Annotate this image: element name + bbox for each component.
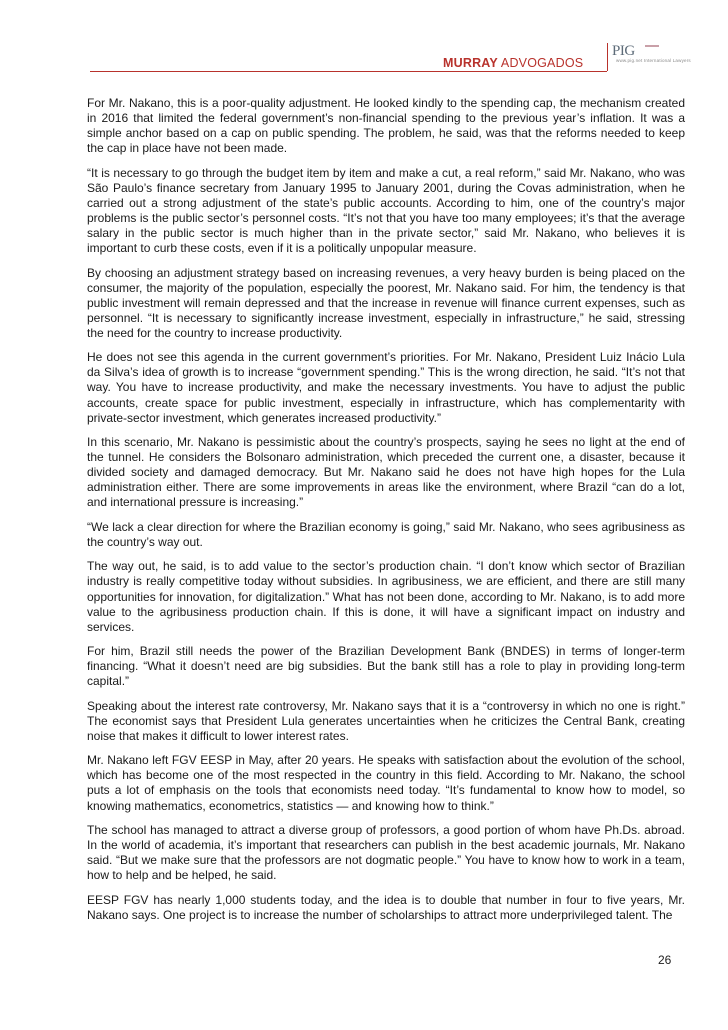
paragraph: He does not see this agenda in the current government’s priorities. For Mr. Nakano, President Luiz Inácio Lula da Silva’s idea of growth is to increase “government spending.” This is the wrong direction, he said. “It’s not that way. You have to increase productivity, and make the necessary investments. You have to adjust the public accounts, create space for public investment, especially in infrastructure, which has complementarity with private-sector investment, which generates increased productivity.” [87,350,685,425]
article-body [87,96,685,932]
pig-logo-mark: PIG [612,43,635,59]
brand-light: ADVOGADOS [500,56,584,70]
pig-logo [612,43,691,69]
paragraph: EESP FGV has nearly 1,000 students today, and the idea is to double that number in four to five years, Mr. Nakano says. One project is to increase the number of scholarships to attract more underprivileged talent. The [87,892,685,922]
logo-separator [607,43,608,71]
paragraph: Speaking about the interest rate controversy, Mr. Nakano says that it is a “controversy in which no one is right.” The economist says that President Lula generates uncertainties when he criticizes the Central Bank, creating noise that makes it difficult to lower interest rates. [87,698,685,743]
paragraph: For Mr. Nakano, this is a poor-quality adjustment. He looked kindly to the spending cap, the mechanism created in 2016 that limited the federal government’s non-financial spending to the previous year’s inflation. It was a simple anchor based on a cap on public spending. The problem, he said, was that the reforms needed to keep the cap in place have not been made. [87,96,685,156]
paragraph: “We lack a clear direction for where the Brazilian economy is going,” said Mr. Nakano, who sees agribusiness as the country’s way out. [87,519,685,549]
paragraph: In this scenario, Mr. Nakano is pessimistic about the country’s prospects, saying he sees no light at the end of the tunnel. He considers the Bolsonaro administration, which preceded the current one, a disaster, because it divided society and damaged democracy. But Mr. Nakano said he does not have high hopes for the Lula administration either. There are some improvements in areas like the environment, where Brazil “can do a lot, and international pressure is increasing.” [87,435,685,510]
paragraph: “It is necessary to go through the budget item by item and make a cut, a real reform,” said Mr. Nakano, who was São Paulo’s finance secretary from January 1995 to January 2001, during the Covas administration, when he carried out a strong adjustment of the state’s public accounts. According to him, one of the country’s major problems is the public sector’s personnel costs. “It’s not that you have too many employees; it’s that the average salary in the public sector is much higher than in the private sector,” said Mr. Nakano, who believes it is important to curb these costs, even if it is a politically unpopular measure. [87,165,685,256]
pig-logo-accent [645,45,659,47]
header-rule [90,71,607,72]
paragraph: The school has managed to attract a diverse group of professors, a good portion of whom have Ph.Ds. abroad. In the world of academia, it’s important that researchers can publish in the best academic journals, Mr. Nakano said. “But we make sure that the professors are not dogmatic people.” You have to know how to work in a team, how to help and be helped, he said. [87,822,685,883]
brand-bold: MURRAY [443,56,498,70]
page-number: 26 [658,953,672,967]
paragraph: By choosing an adjustment strategy based on increasing revenues, a very heavy burden is being placed on the consumer, the majority of the population, especially the poorest, Mr. Nakano said. For him, the tendency is that public investment will remain depressed and that the increase in revenue will finance current expenses, such as personnel. “It is necessary to significantly increase investment, especially in infrastructure,” he said, stressing the need for the country to increase productivity. [87,265,685,340]
paragraph: The way out, he said, is to add value to the sector’s production chain. “I don’t know which sector of Brazilian industry is really competitive today without subsidies. In agribusiness, we are efficient, and there are still many opportunities for innovation, for digitalization.” What has not been done, according to Mr. Nakano, is to add more value to the agribusiness production chain. If this is done, it will have a significant impact on industry and services. [87,559,685,634]
paragraph: Mr. Nakano left FGV EESP in May, after 20 years. He speaks with satisfaction about the evolution of the school, which has become one of the most respected in the country in this field. According to Mr. Nakano, the school puts a lot of emphasis on the tools that economists need today. “It’s fundamental to know how to model, so knowing mathematics, econometrics, statistics — and knowing how to think.” [87,753,685,813]
murray-advogados-logo [443,56,583,70]
pig-logo-subtitle: www.pig.net International Lawyers [616,58,691,63]
paragraph: For him, Brazil still needs the power of the Brazilian Development Bank (BNDES) in terms of longer-term financing. “What it doesn’t need are big subsidies. But the bank still has a role to play in providing long-term capital.” [87,644,685,689]
page-header [0,0,728,80]
